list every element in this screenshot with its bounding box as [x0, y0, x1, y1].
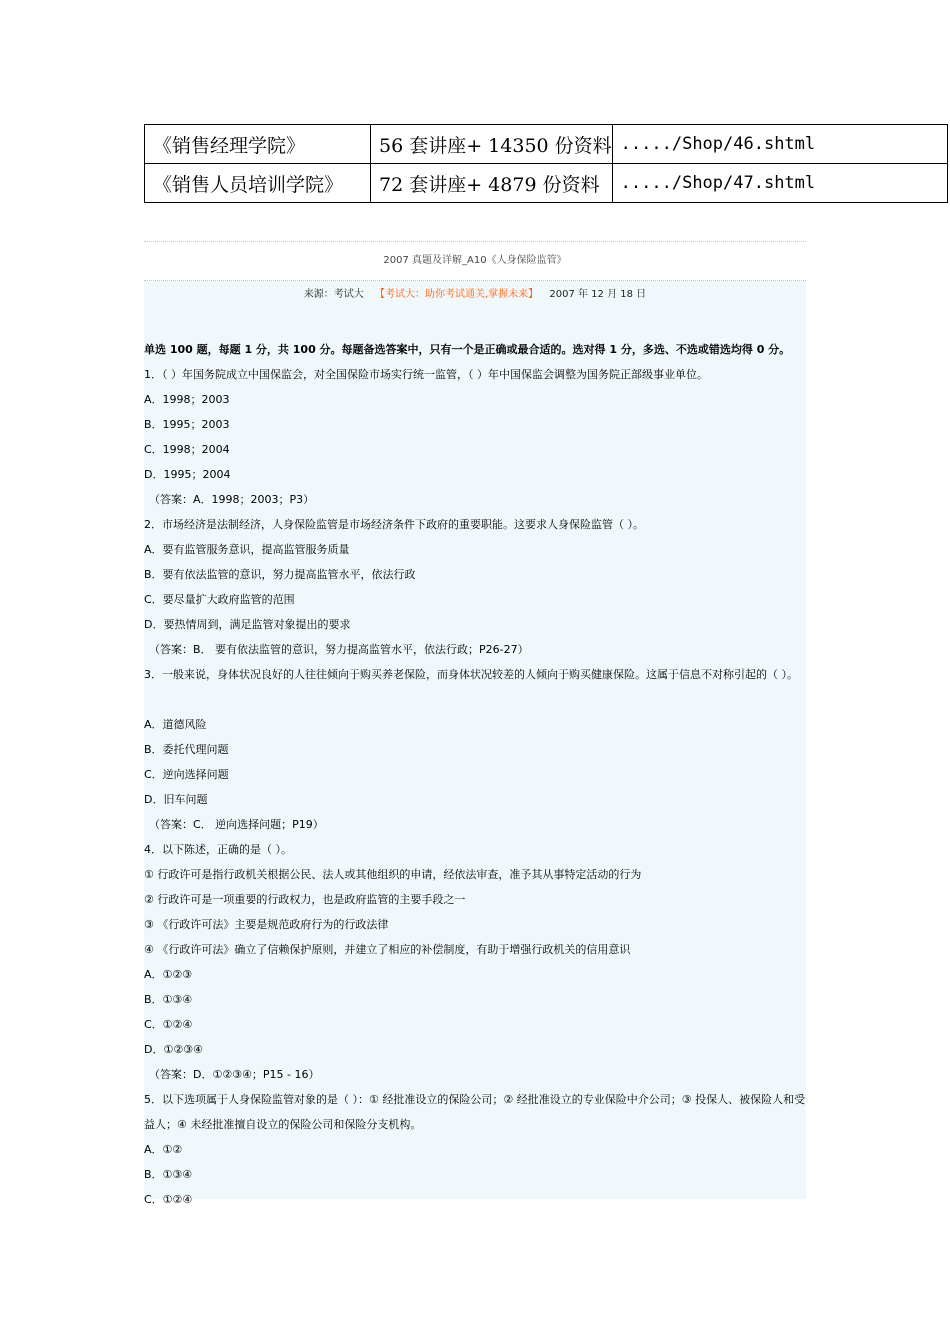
option: A．①②③	[144, 968, 193, 981]
question-5: 5．以下选项属于人身保险监管对象的是（ ）：① 经批准设立的保险公司；② 经批准设立的专业保险中介公司；③ 投保人、被保险人和受益人；④ 未经批准擅自设立的保险公司和保险分支机构。	[144, 1093, 806, 1131]
table-cell-course: 《销售经理学院》	[145, 125, 371, 164]
option: A．1998；2003	[144, 393, 230, 406]
option: D．旧车问题	[144, 793, 208, 806]
question-1: 1．（ ）年国务院成立中国保监会，对全国保险市场实行统一监管，（ ）年中国保监会调整为国务院正部级事业单位。	[144, 368, 708, 381]
option: C．逆向选择问题	[144, 768, 229, 781]
article-body	[144, 309, 806, 1212]
statement: ① 行政许可是指行政机关根据公民、法人或其他组织的申请，经依法审查，准予其从事特定活动的行为	[144, 868, 642, 881]
table-cell-contents: 72 套讲座+ 4879 份资料	[371, 164, 613, 203]
option: A．要有监管服务意识，提高监管服务质量	[144, 543, 350, 556]
table-cell-link[interactable]: ...../Shop/47.shtml	[612, 164, 947, 203]
article-title: 2007 真题及详解_A10《人身保险监管》	[144, 241, 806, 281]
answer: （答案：A．1998；2003；P3）	[149, 493, 315, 506]
option: B．委托代理问题	[144, 743, 229, 756]
option: C．要尽量扩大政府监管的范围	[144, 593, 295, 606]
table-cell-contents: 56 套讲座+ 14350 份资料	[371, 125, 613, 164]
answer: （答案：D．①②③④；P15 - 16）	[149, 1068, 320, 1081]
option: C．1998；2004	[144, 443, 230, 456]
table-row	[145, 125, 948, 164]
option: D．①②③④	[144, 1043, 203, 1056]
option: A．道德风险	[144, 718, 207, 731]
answer: （答案：C． 逆向选择问题；P19）	[149, 818, 324, 831]
option: D．1995；2004	[144, 468, 231, 481]
statement: ④ 《行政许可法》确立了信赖保护原则，并建立了相应的补偿制度，有助于增强行政机关的信用意识	[144, 943, 631, 956]
promo-link[interactable]: 【考试大：助你考试通关,掌握未来】	[375, 289, 539, 300]
option: B．①③④	[144, 1168, 193, 1181]
table-cell-link[interactable]: ...../Shop/46.shtml	[612, 125, 947, 164]
statement: ② 行政许可是一项重要的行政权力，也是政府监管的主要手段之一	[144, 893, 466, 906]
answer: （答案：B． 要有依法监管的意识，努力提高监管水平，依法行政；P26-27）	[149, 643, 529, 656]
option: B．①③④	[144, 993, 193, 1006]
source-label: 来源：考试大	[303, 289, 364, 300]
option: D．要热情周到，满足监管对象提出的要求	[144, 618, 351, 631]
option: C．①②④	[144, 1193, 193, 1206]
option: B．要有依法监管的意识，努力提高监管水平，依法行政	[144, 568, 416, 581]
option: C．①②④	[144, 1018, 193, 1031]
question-2: 2．市场经济是法制经济，人身保险监管是市场经济条件下政府的重要职能。这要求人身保险监管（ ）。	[144, 518, 644, 531]
instructions: 单选 100 题，每题 1 分，共 100 分。每题备选答案中，只有一个是正确或最合适的。选对得 1 分，多选、不选或错选均得 0 分。	[144, 343, 791, 356]
table-cell-course: 《销售人员培训学院》	[145, 164, 371, 203]
course-table	[144, 124, 948, 203]
question-3: 3．一般来说，身体状况良好的人往往倾向于购买养老保险，而身体状况较差的人倾向于购买健康保险。这属于信息不对称引起的（ ）。	[144, 668, 798, 681]
article-meta	[144, 281, 806, 309]
option: B．1995；2003	[144, 418, 230, 431]
article	[144, 241, 806, 1206]
publish-date: 2007 年 12 月 18 日	[549, 289, 647, 300]
table-row	[145, 164, 948, 203]
option: A．①②	[144, 1143, 183, 1156]
question-4: 4．以下陈述，正确的是（ ）。	[144, 843, 292, 856]
statement: ③ 《行政许可法》主要是规范政府行为的行政法律	[144, 918, 389, 931]
